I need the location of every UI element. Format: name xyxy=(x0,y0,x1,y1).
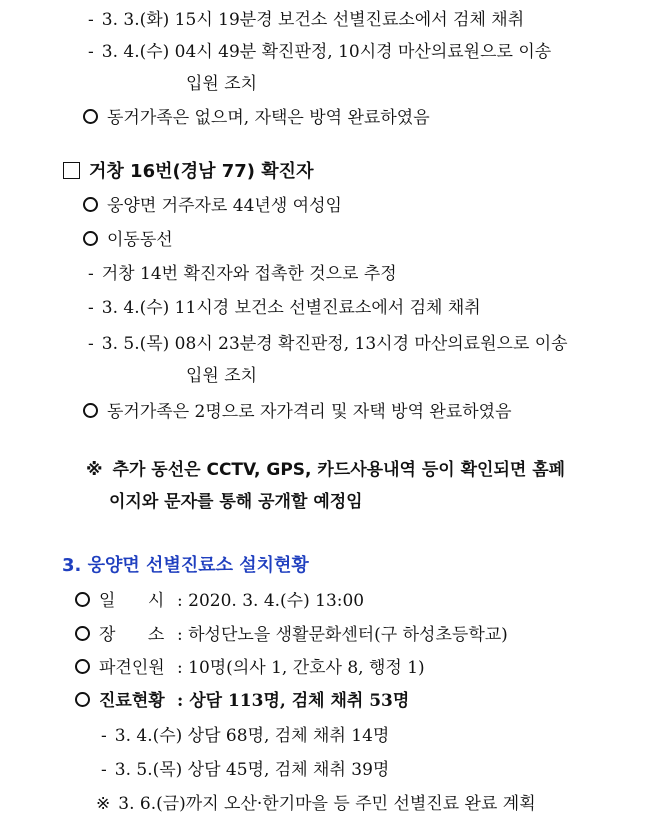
section3-place-label: 장 소 xyxy=(99,625,165,645)
dash-marker: - xyxy=(101,760,107,780)
case15-family-item xyxy=(83,106,430,130)
case16-heading-text: 거창 16번(경남 77) 확진자 xyxy=(89,161,314,182)
section3-staff-value: : 10명(의사 1, 간호사 8, 행정 1) xyxy=(177,658,425,678)
case16-route-text-1: 거창 14번 확진자와 접촉한 것으로 추정 xyxy=(101,264,397,284)
case16-route-title-text: 이동동선 xyxy=(107,230,173,250)
section3-status-detail-text-2: 3. 5.(목) 상담 45명, 검체 채취 39명 xyxy=(114,760,390,780)
section3-title: 3. 웅양면 선별진료소 설치현황 xyxy=(62,555,309,576)
circle-bullet-icon xyxy=(75,659,90,674)
circle-bullet-icon xyxy=(83,197,98,212)
section3-status-detail-1 xyxy=(101,724,389,748)
section3-date-item xyxy=(75,589,364,613)
case16-family-item xyxy=(83,400,512,424)
section3-place-value: : 하성단노을 생활문화센터(구 하성초등학교) xyxy=(177,625,508,645)
dash-marker: - xyxy=(88,298,94,318)
square-bullet-icon xyxy=(63,162,80,179)
case16-route-text-2: 3. 4.(수) 11시경 보건소 선별진료소에서 검체 채취 xyxy=(101,298,481,318)
section3-status-item xyxy=(75,689,409,713)
notice-text-1: 추가 동선은 CCTV, GPS, 카드사용내역 등이 확인되면 홈페 xyxy=(112,460,566,480)
case15-family-text: 동거가족은 없으며, 자택은 방역 완료하였음 xyxy=(107,108,430,128)
case15-route-text-1: 3. 3.(화) 15시 19분경 보건소 선별진료소에서 검체 채취 xyxy=(101,10,525,30)
case16-resident-item xyxy=(83,194,342,218)
notice-mark: ※ xyxy=(86,460,103,480)
case16-route-item-1 xyxy=(88,262,397,286)
dash-marker: - xyxy=(88,10,94,30)
circle-bullet-icon xyxy=(83,403,98,418)
circle-bullet-icon xyxy=(75,626,90,641)
section3-plan-mark: ※ xyxy=(96,794,111,814)
circle-bullet-icon xyxy=(83,231,98,246)
case15-route-text-2: 3. 4.(수) 04시 49분 확진판정, 10시경 마산의료원으로 이송 xyxy=(101,42,552,62)
section3-status-detail-2 xyxy=(101,758,389,782)
case16-route-item-3-cont: 입원 조치 xyxy=(186,366,258,386)
notice-line-1 xyxy=(86,458,565,482)
case16-route-item-3 xyxy=(88,332,568,356)
section3-status-label: 진료현황 xyxy=(99,691,165,711)
case16-family-text: 동거가족은 2명으로 자가격리 및 자택 방역 완료하였음 xyxy=(107,402,512,422)
section3-place-item xyxy=(75,623,508,647)
case16-route-item-2 xyxy=(88,296,481,320)
section3-staff-item xyxy=(75,656,425,680)
section3-status-value: : 상담 113명, 검체 채취 53명 xyxy=(177,691,410,711)
case15-route-item-1 xyxy=(88,8,524,32)
section3-plan-text: 3. 6.(금)까지 오산·한기마을 등 주민 선별진료 완료 계획 xyxy=(118,794,536,814)
dash-marker: - xyxy=(88,42,94,62)
dash-marker: - xyxy=(88,334,94,354)
case16-route-title-item xyxy=(83,228,173,252)
notice-line-2: 이지와 문자를 통해 공개할 예정임 xyxy=(109,492,363,512)
circle-bullet-icon xyxy=(75,592,90,607)
section3-date-label: 일 시 xyxy=(99,591,165,611)
dash-marker: - xyxy=(88,264,94,284)
section3-staff-label: 파견인원 xyxy=(99,658,165,678)
case15-route-item-2-cont: 입원 조치 xyxy=(186,74,258,94)
section3-status-detail-text-1: 3. 4.(수) 상담 68명, 검체 채취 14명 xyxy=(114,726,390,746)
case15-route-item-2 xyxy=(88,40,551,64)
case16-route-text-3: 3. 5.(목) 08시 23분경 확진판정, 13시경 마산의료원으로 이송 xyxy=(101,334,568,354)
case16-resident-text: 웅양면 거주자로 44년생 여성임 xyxy=(107,196,342,216)
circle-bullet-icon xyxy=(83,109,98,124)
section3-date-value: : 2020. 3. 4.(수) 13:00 xyxy=(177,591,365,611)
dash-marker: - xyxy=(101,726,107,746)
circle-bullet-icon xyxy=(75,692,90,707)
section3-plan-item xyxy=(96,792,536,816)
case16-heading xyxy=(63,160,313,184)
